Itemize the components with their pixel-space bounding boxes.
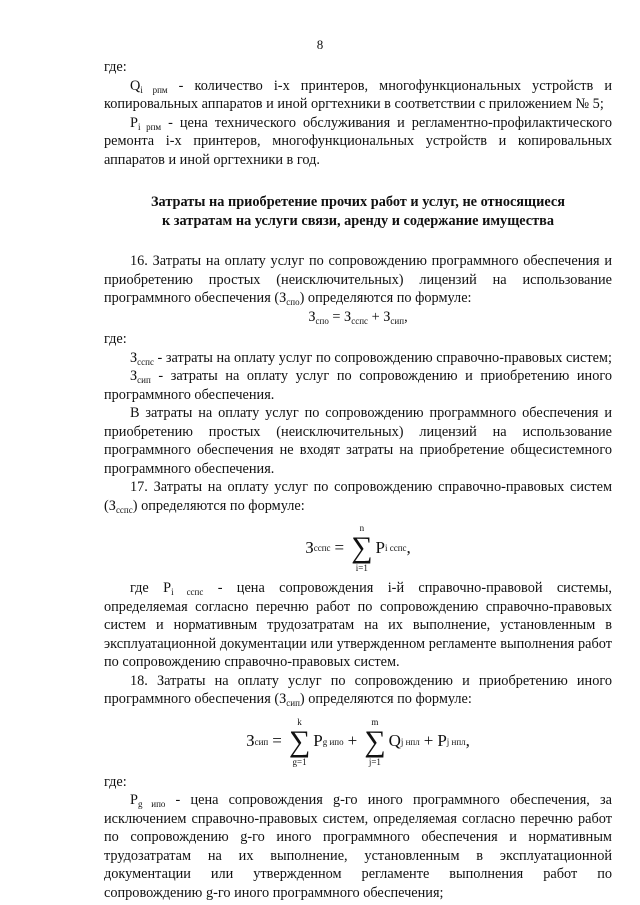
symbol-subscript: сспс — [115, 504, 133, 515]
symbol-subscript: i рпм — [137, 121, 162, 132]
summation-lower-limit: g=1 — [292, 756, 307, 767]
section-heading — [104, 193, 612, 230]
formula-16 — [104, 308, 612, 327]
definition-text: - затраты на оплату услуг по сопровождению и приобретению иного программного обеспечения. — [104, 368, 612, 403]
definition-p-sspc — [104, 579, 612, 672]
symbol: Q — [130, 77, 141, 94]
symbol-subscript: сип — [137, 375, 151, 385]
formula-term-2-subscript: сип — [390, 315, 405, 326]
formula-17: З сспс = n ∑ i=1 P i сспс , — [305, 523, 411, 573]
definition-text: - количество i-х принтеров, многофункциональных устройств и копировальных аппаратов и иной оргтехники в соответствии с приложением № 5; — [104, 77, 612, 112]
definition-p-ipo — [104, 791, 612, 902]
summation-sigma: ∑ — [364, 724, 386, 758]
formula-18: З сип = k ∑ g=1 P g ипо + m ∑ j=1 Q j нпл + P j нпл , — [246, 716, 470, 767]
definition-text: - цена сопровождения g-го иного программного обеспечения, за исключением справочно-правовых систем, определяемая согласно перечню работ по сопровождению g-го иного программного обеспечения и нормативным трудозатратам на их выполнение, установленным в эксплуатационной документации или утвержденном регламенте выполнения работ по сопровождению g-го иного программного обеспечения; — [104, 792, 612, 901]
summation-sigma: ∑ — [288, 724, 311, 758]
page-number: 8 — [316, 37, 324, 52]
symbol-subscript: сспс — [137, 356, 154, 367]
document-body — [104, 58, 612, 902]
formula-term-2: Q — [388, 731, 401, 751]
definition-z-sspc — [104, 349, 612, 368]
section-heading-line-2: к затратам на услуги связи, аренду и содержание имущества — [161, 212, 555, 229]
symbol-subscript: i сспс — [171, 587, 204, 597]
summation-1 — [289, 717, 310, 767]
formula-term-1: P — [313, 731, 323, 751]
formula-lhs-subscript: спо — [315, 315, 329, 326]
formula-plus-2: + — [423, 731, 434, 751]
paragraph-text: ) определяются по формуле: — [299, 290, 472, 306]
formula-term: P — [375, 537, 385, 557]
definition-z-sip — [104, 367, 612, 404]
where-label: где: — [104, 331, 127, 347]
definition-text: - цена сопровождения i-й справочно-правовой системы, определяемая согласно перечню работ по сопровождению справочно-правовых систем и нормативным трудозатратам на их выполнение, установленным в эксплуатационной документации или утвержденном регламенте выполнения работ по сопровождению справочно-правовых систем. — [104, 580, 612, 670]
symbol-subscript: g ипо — [137, 799, 166, 809]
where-label: где: — [104, 59, 127, 75]
symbol: З — [130, 368, 138, 384]
formula-term-2: З — [383, 308, 391, 325]
formula-end: , — [406, 537, 411, 557]
section-heading-line-1: Затраты на приобретение прочих работ и услуг, не относящиеся — [151, 194, 565, 210]
symbol: З — [108, 497, 116, 514]
formula-plus: + — [368, 308, 384, 325]
symbol: P — [163, 580, 172, 596]
formula-term-1-subscript: сспс — [351, 315, 369, 326]
summation-lower-limit: j=1 — [368, 756, 381, 767]
symbol: З — [279, 290, 287, 306]
paragraph-text: ) определяются по формуле: — [132, 497, 305, 514]
paragraph-18 — [104, 672, 612, 709]
formula-term-1: З — [344, 308, 352, 325]
formula-equals: = — [272, 731, 282, 751]
paragraph-text: ) определяются по формуле: — [299, 691, 472, 707]
formula-equals: = — [328, 308, 345, 325]
paragraph-text: 17. Затраты на оплату услуг по сопровождению справочно-правовых систем ( — [104, 479, 612, 514]
summation-sigma: ∑ — [351, 531, 373, 564]
symbol: З — [279, 691, 287, 707]
symbol: P — [130, 792, 138, 808]
paragraph-17 — [104, 478, 612, 515]
definition-p-rpm — [104, 114, 612, 170]
formula-plus-1: + — [347, 731, 358, 751]
paragraph-16 — [104, 252, 612, 308]
formula-lhs: З — [305, 537, 314, 557]
symbol-subscript: сип — [286, 698, 300, 708]
formula-lhs: З — [246, 731, 255, 751]
formula-equals: = — [334, 537, 345, 557]
definition-q-rpm — [104, 77, 612, 114]
summation-lower-limit: i=1 — [355, 563, 368, 573]
symbol-subscript: i рпм — [140, 84, 168, 95]
paragraph-16-note: В затраты на оплату услуг по сопровождению программного обеспечения и приобретению простых (неисключительных) лицензий на использование программного обеспечения не входят затраты на приобретение общесистемного программного обеспечения. — [104, 405, 612, 477]
formula-end: , — [404, 308, 408, 325]
symbol-subscript: спо — [286, 297, 300, 307]
summation-upper-limit: k — [297, 716, 302, 727]
summation-2 — [364, 717, 385, 767]
summation-upper-limit: n — [359, 523, 365, 533]
symbol: P — [130, 114, 138, 131]
summation-upper-limit: m — [371, 716, 379, 727]
formula-term-3: P — [437, 731, 447, 751]
paragraph-text: 16. Затраты на оплату услуг по сопровождению программного обеспечения и приобретению простых (неисключительных) лицензий на использование программного обеспечения ( — [104, 253, 612, 306]
definition-text: где — [130, 580, 164, 596]
formula-end: , — [465, 731, 470, 751]
where-label: где: — [104, 773, 127, 790]
definition-text: - затраты на оплату услуг по сопровождению справочно-правовых систем; — [153, 349, 612, 366]
definition-text: - цена технического обслуживания и регламентно-профилактического ремонта i-х принтеров, многофункциональных устройств и копировальных аппаратов и иной оргтехники в год. — [104, 114, 613, 168]
symbol: З — [130, 349, 138, 366]
summation — [351, 523, 372, 573]
formula-lhs: З — [308, 308, 316, 325]
paragraph-text: 18. Затраты на оплату услуг по сопровождению и приобретению иного программного обеспечения ( — [104, 672, 612, 707]
